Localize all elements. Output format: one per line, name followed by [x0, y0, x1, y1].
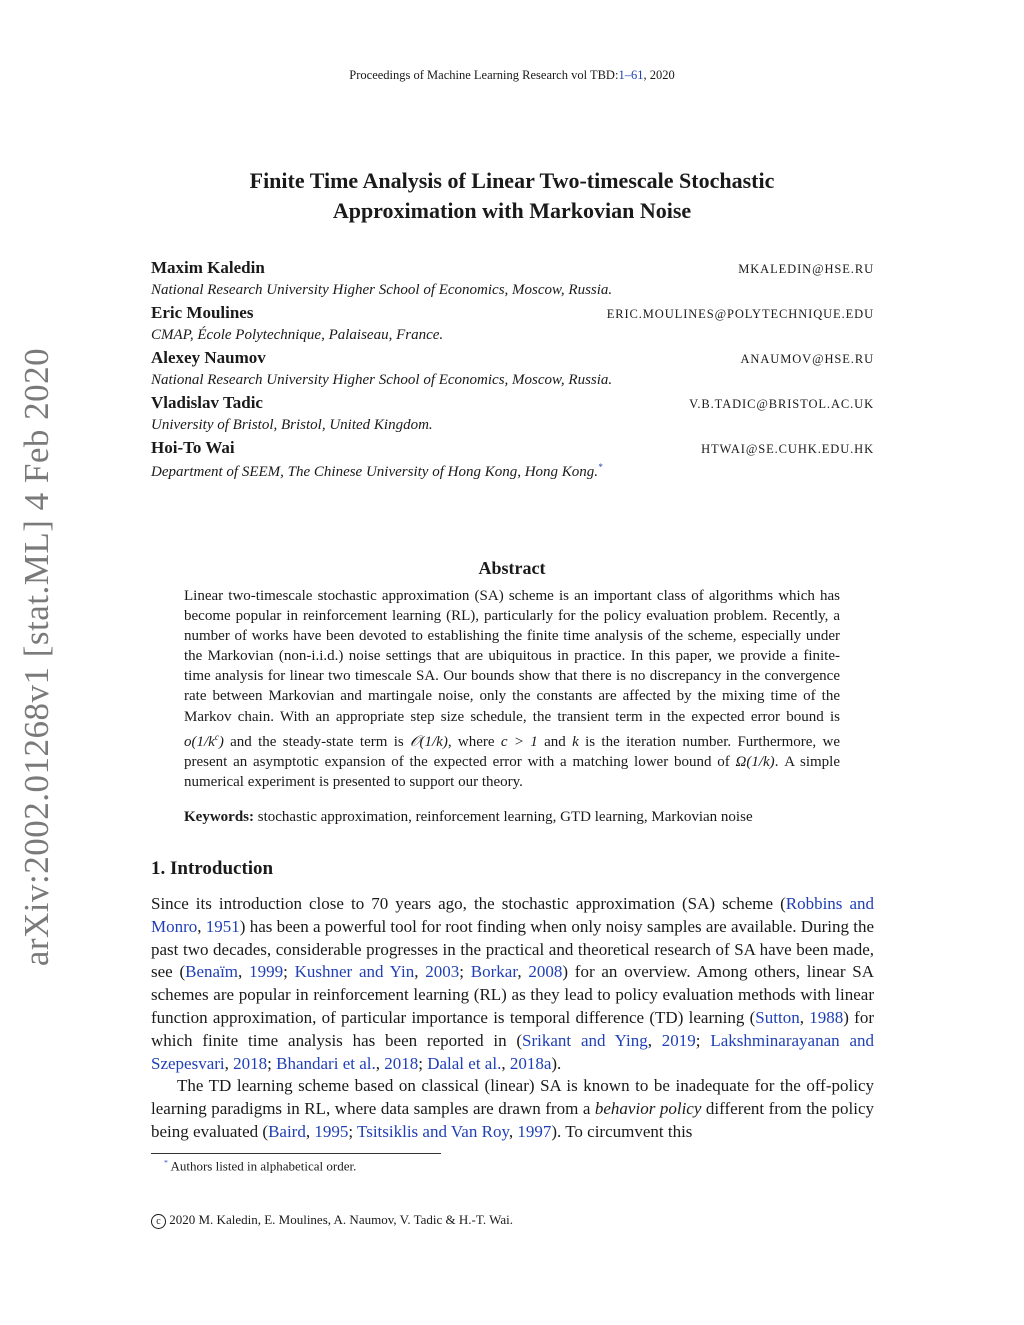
footnote-mark: *	[164, 1158, 168, 1167]
citation-link[interactable]: 2008	[528, 962, 563, 982]
section-heading-introduction: 1. Introduction	[151, 858, 274, 879]
abstract-heading: Abstract	[478, 558, 546, 578]
citation-link[interactable]: 1999	[249, 962, 284, 982]
header-suffix: , 2020	[643, 68, 675, 82]
paragraph-text: The TD learning scheme based on classical (linear) SA is known to be inadequate for the off-policy learning paradigms in RL, where data samples are drawn from a	[151, 1076, 874, 1118]
citation-year: 1951	[205, 916, 240, 936]
copyright-icon: c	[151, 1214, 166, 1229]
citation-link[interactable]: 1988	[809, 1007, 844, 1027]
citation-link[interactable]: 2018	[384, 1053, 419, 1073]
citation-link[interactable]: Kushner and Yin	[294, 962, 415, 982]
paragraph-text: Since its introduction close to 70 years ago, the stochastic approximation (SA) scheme (	[151, 894, 786, 913]
footnote-marker[interactable]: *	[598, 462, 603, 472]
citation-link[interactable]: Benaïm	[185, 962, 239, 982]
math-c-condition: c > 1	[500, 733, 538, 750]
abstract-text-part: and the steady-state term is	[223, 733, 411, 750]
footnote	[164, 1158, 356, 1174]
author-affiliation: National Research University Higher School of Economics, Moscow, Russia.	[151, 372, 613, 388]
citation-link[interactable]: Tsitsiklis and Van Roy	[357, 1121, 509, 1141]
abstract-text-part: , where	[447, 733, 501, 750]
author-email[interactable]: ANAUMOV@HSE.RU	[740, 352, 874, 366]
title-line-1: Finite Time Analysis of Linear Two-timescale Stochastic	[249, 168, 775, 193]
citation-link[interactable]: 2018a	[509, 1053, 552, 1073]
abstract-text-part: and	[537, 733, 573, 750]
citation-link[interactable]: Borkar	[470, 962, 518, 982]
keywords-text: stochastic approximation, reinforcement learning, GTD learning, Markovian noise	[254, 809, 753, 825]
math-k: k	[572, 733, 579, 750]
keywords	[184, 809, 753, 826]
intro-paragraph-2: The TD learning scheme based on classical (linear) SA is known to be inadequate for the off-policy learning paradigms in RL, where data samples are drawn from a behavior policy different from the policy being evaluated (Baird, 1995; Tsitsiklis and Van Roy, 1997). To circumvent this	[151, 1076, 874, 1141]
author-name: Hoi-To Wai	[151, 438, 235, 457]
citation-link[interactable]: Lakshminarayanan and Szepesvari	[151, 1030, 874, 1073]
paragraph-text: different from the policy being evaluated (	[151, 1098, 874, 1141]
author-affiliation: National Research University Higher School of Economics, Moscow, Russia.	[151, 282, 613, 298]
paragraph-text: ) for which finite time analysis has been reported in (	[151, 1007, 874, 1050]
abstract-text-part: . A simple numerical experiment is presented to support our theory.	[184, 753, 840, 790]
citation-link[interactable]: Baird	[268, 1121, 306, 1141]
author-name: Vladislav Tadic	[151, 393, 263, 412]
abstract-text	[184, 586, 840, 792]
emphasis-text: behavior policy	[594, 1098, 702, 1118]
citation-link[interactable]: 2018	[233, 1053, 268, 1073]
arxiv-sidebar-stamp	[13, 347, 61, 967]
citation-link[interactable]: 2019	[661, 1030, 696, 1050]
citation-author: Robbins and Monro	[151, 894, 874, 936]
title-line-2: Approximation with Markovian Noise	[332, 198, 692, 223]
intro-paragraph-1: Since its introduction close to 70 years ago, the stochastic approximation (SA) scheme (Robbins and Monro, 1951) has been a powerful tool for root finding when only noisy samples are available. During the past two decades, considerable progresses in the practical and theoretical research of SA have been made, see (Benaïm, 1999; Kushner and Yin, 2003; Borkar, 2008) for an overview. Among others, linear SA schemes are popular in reinforcement learning (RL) as they lead to policy evaluation methods with linear function approximation, of particular importance is temporal difference (TD) learning (Sutton, 1988) for which finite time analysis has been reported in (Srikant and Ying, 2019; Lakshminarayanan and Szepesvari, 2018; Bhandari et al., 2018; Dalal et al., 2018a).	[151, 894, 875, 1073]
citation-link[interactable]: Srikant and Ying	[522, 1030, 648, 1050]
abstract-text-part: is the iteration number. Furthermore, we present an asymptotic expansion of the expected error with a matching lower bound of	[184, 733, 840, 770]
author-affiliation	[151, 462, 603, 481]
copyright-text: 2020 M. Kaledin, E. Moulines, A. Naumov, V. Tadic & H.-T. Wai.	[166, 1212, 513, 1227]
paragraph-text: ). To circumvent this	[551, 1121, 693, 1141]
author-email[interactable]: V.B.TADIC@BRISTOL.AC.UK	[689, 397, 874, 411]
author-affiliation: CMAP, École Polytechnique, Palaiseau, France.	[151, 327, 444, 343]
author-affiliation: University of Bristol, Bristol, United Kingdom.	[151, 417, 433, 433]
paragraph-text: ) for an overview. Among others, linear SA schemes are popular in reinforcement learning (RL) as they lead to policy evaluation methods with linear function approximation, of particular importance is temporal difference (TD) learning (	[151, 962, 875, 1027]
paragraph-text: ) has been a powerful tool for root finding when only noisy samples are available. During the past two decades, considerable progresses in the practical and theoretical research of SA have been made, see (	[151, 916, 874, 982]
author-name: Eric Moulines	[151, 303, 254, 322]
math-exponent: c	[214, 731, 219, 742]
paper-title	[150, 166, 874, 226]
math-transient-bound	[184, 731, 224, 750]
author-name: Maxim Kaledin	[151, 258, 265, 277]
citation-link[interactable]: 1995	[314, 1121, 349, 1141]
affiliation-text: Department of SEEM, The Chinese University of Hong Kong, Hong Kong.	[151, 464, 599, 480]
proceedings-header	[0, 68, 1024, 83]
citation-link[interactable]: 2003	[425, 962, 460, 982]
author-email[interactable]: HTWAI@SE.CUHK.EDU.HK	[701, 442, 874, 456]
citation-link[interactable]: 1997	[517, 1121, 552, 1141]
math-lower-bound: Ω(1/k)	[735, 753, 775, 770]
copyright-line	[151, 1212, 513, 1229]
citation-link[interactable]: Sutton	[755, 1007, 800, 1027]
author-email[interactable]: MKALEDIN@HSE.RU	[738, 262, 874, 276]
citation-link[interactable]: Dalal et al.	[427, 1053, 502, 1073]
footnote-divider	[151, 1153, 441, 1154]
header-pages-link[interactable]: 1–61	[618, 68, 644, 82]
author-email[interactable]: ERIC.MOULINES@POLYTECHNIQUE.EDU	[606, 307, 874, 321]
citation-link[interactable]: Bhandari et al.	[276, 1053, 376, 1073]
author-name: Alexey Naumov	[151, 348, 266, 367]
math-part: o(1/k	[184, 733, 215, 750]
keywords-label: Keywords:	[184, 809, 254, 825]
footnote-text: Authors listed in alphabetical order.	[167, 1158, 357, 1174]
paragraph-text: ).	[551, 1053, 562, 1073]
arxiv-id: arXiv:2002.01268v1 [stat.ML] 4 Feb 2020	[17, 347, 56, 967]
math-steady-state: 𝒪(1/k)	[410, 733, 448, 750]
abstract-text-part: Linear two-timescale stochastic approximation (SA) scheme is an important class of algorithms which has become popular in reinforcement learning (RL), particularly for the policy evaluation problem. Recently, a number of works have been devoted to establishing the finite time analysis of the scheme, especially under the Markovian (non-i.i.d.) noise settings that are ubiquitous in practice. In this paper, we provide a finite-time analysis for linear two timescale SA. Our bounds show that there is no discrepancy in the convergence rate between Markovian and martingale noise, only the constants are affected by the mixing time of the Markov chain. With an appropriate step size schedule, the transient term in the expected error bound is	[184, 588, 840, 725]
header-prefix: Proceedings of Machine Learning Research vol TBD:	[349, 68, 619, 82]
citation-sep: ,	[197, 916, 206, 936]
math-part: )	[218, 733, 224, 750]
